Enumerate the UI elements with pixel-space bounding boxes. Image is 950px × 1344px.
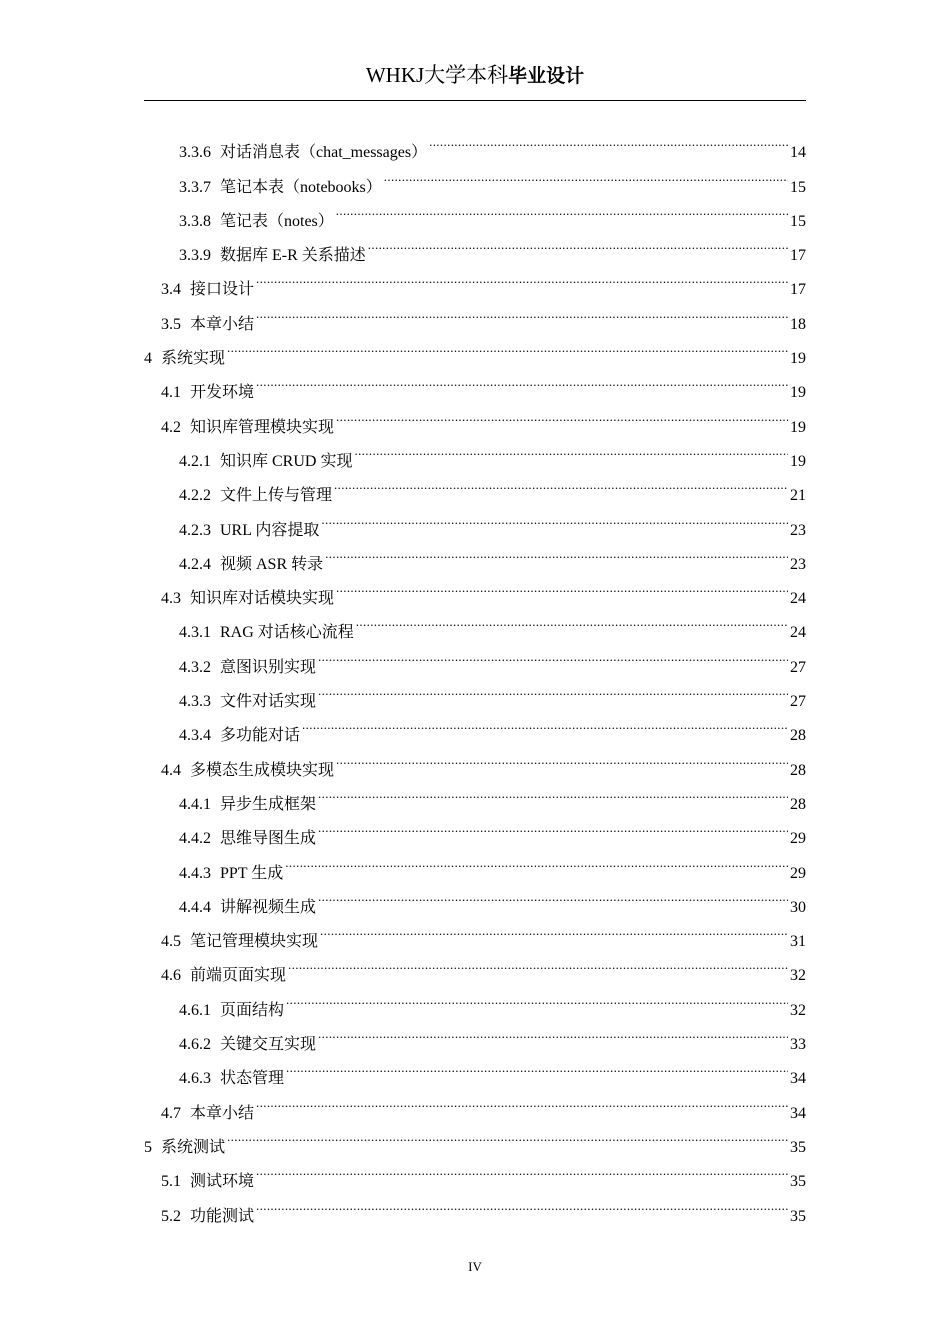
toc-entry-title: URL 内容提取 [220,521,320,539]
toc-entry-number: 4.4 [161,761,181,779]
toc-entry-title: 知识库管理模块实现 [190,418,335,436]
toc-entry-page: 15 [790,212,806,230]
header-title-normal: WHKJ大学本科 [365,63,509,87]
toc-dot-leader [336,192,788,226]
toc-entry-number: 4.3.1 [179,624,211,642]
toc-entry-number: 4.4.1 [179,795,211,813]
header-title-bold: 毕业设计 [508,66,585,87]
toc-entry-number: 4.3 [161,590,181,608]
toc-entry-page: 32 [790,967,806,985]
toc-entry-number: 4.2.1 [179,452,211,470]
toc-dot-leader [286,980,788,1014]
toc-entry-number: 4.7 [161,1104,181,1122]
toc-entry-number: 3.5 [161,315,181,333]
toc-entry-page: 23 [790,555,806,573]
toc-entry-number: 4.6.1 [179,1001,211,1019]
toc-entry-page: 17 [790,247,806,265]
toc-entry-title: 状态管理 [220,1070,285,1088]
toc-dot-leader [318,809,788,843]
toc-entry-title: 笔记表（notes） [220,212,334,230]
toc-entry[interactable] [144,329,806,368]
toc-entry-title: 文件对话实现 [220,693,317,711]
toc-entry-title: 接口设计 [190,281,255,299]
toc-entry-title: 关键交互实现 [220,1036,317,1054]
toc-entry-number: 4.6 [161,967,181,985]
toc-entry-title: 多功能对话 [220,727,301,745]
toc-entry-number: 4.4.2 [179,830,211,848]
toc-dot-leader [384,157,788,191]
toc-entry-page: 23 [790,521,806,539]
toc-entry-number: 3.3.9 [179,247,211,265]
toc-dot-leader [288,946,788,980]
table-of-contents [144,123,806,1225]
toc-dot-leader [318,1015,788,1049]
toc-dot-leader [356,603,788,637]
toc-entry-title: 视频 ASR 转录 [220,555,324,573]
toc-entry-page: 28 [790,761,806,779]
toc-entry-title: 功能测试 [190,1207,255,1225]
header-divider [144,100,806,101]
toc-entry-number: 4.2.3 [179,521,211,539]
toc-entry-number: 4.6.3 [179,1070,211,1088]
toc-entry-number: 3.3.8 [179,212,211,230]
toc-entry-number: 3.3.6 [179,144,211,162]
toc-entry-number: 3.3.7 [179,178,211,196]
toc-entry-title: 系统测试 [161,1138,226,1156]
toc-entry-page: 29 [790,830,806,848]
toc-entry-number: 4.2.2 [179,487,211,505]
toc-dot-leader [429,123,788,157]
toc-dot-leader [336,397,788,431]
toc-entry-title: 前端页面实现 [190,967,287,985]
toc-entry-page: 27 [790,693,806,711]
toc-dot-leader [318,878,788,912]
toc-entry-page: 29 [790,864,806,882]
toc-entry-page: 18 [790,315,806,333]
toc-entry-title: 知识库对话模块实现 [190,590,335,608]
toc-entry-title: 笔记本表（notebooks） [220,178,382,196]
toc-entry-title: 数据库 E-R 关系描述 [220,247,366,265]
toc-entry-title: 开发环境 [190,384,255,402]
toc-dot-leader [227,329,788,363]
toc-entry[interactable] [144,1118,806,1156]
toc-dot-leader [334,466,788,500]
toc-dot-leader [286,1049,788,1083]
toc-entry-title: 意图识别实现 [220,658,317,676]
toc-dot-leader [256,1186,788,1220]
toc-dot-leader [256,294,788,328]
toc-entry-title: 本章小结 [190,315,255,333]
toc-entry-page: 28 [790,795,806,813]
toc-entry-page: 33 [790,1036,806,1054]
toc-entry-number: 4.5 [161,933,181,951]
toc-entry-number: 4.4.4 [179,898,211,916]
toc-entry-number: 4.3.3 [179,693,211,711]
toc-entry-title: 文件上传与管理 [220,487,333,505]
toc-entry-page: 24 [790,590,806,608]
toc-entry-title: 多模态生成模块实现 [190,761,335,779]
toc-entry-title: 异步生成框架 [220,795,317,813]
toc-entry-title: 笔记管理模块实现 [190,933,319,951]
toc-entry-page: 32 [790,1001,806,1019]
toc-entry-page: 19 [790,350,806,368]
toc-entry-page: 19 [790,418,806,436]
toc-entry-number: 4.4.3 [179,864,211,882]
toc-entry-number: 4.2 [161,418,181,436]
toc-entry-title: 讲解视频生成 [220,898,317,916]
toc-entry-title: RAG 对话核心流程 [220,624,354,642]
toc-entry-page: 21 [790,487,806,505]
toc-entry-page: 19 [790,384,806,402]
toc-entry-page: 27 [790,658,806,676]
toc-entry-number: 4.2.4 [179,555,211,573]
page-header-title [0,60,950,92]
toc-entry-title: 页面结构 [220,1001,285,1019]
toc-entry-number: 5.1 [161,1173,181,1191]
toc-entry-title: 测试环境 [190,1173,255,1191]
toc-dot-leader [325,535,788,569]
toc-entry-number: 4.3.4 [179,727,211,745]
toc-entry-page: 35 [790,1207,806,1225]
toc-entry-number: 4.1 [161,384,181,402]
toc-dot-leader [318,637,788,671]
page-number: IV [468,1259,482,1274]
toc-entry[interactable] [144,1152,806,1191]
toc-entry-number: 3.4 [161,281,181,299]
toc-entry-page: 17 [790,281,806,299]
toc-dot-leader [256,363,788,397]
toc-dot-leader [318,672,788,706]
toc-dot-leader [320,912,788,946]
toc-dot-leader [336,569,788,603]
toc-dot-leader [354,432,788,466]
toc-dot-leader [368,226,788,260]
toc-entry-title: 知识库 CRUD 实现 [220,452,353,470]
toc-dot-leader [321,500,788,534]
toc-entry-page: 35 [790,1138,806,1156]
toc-entry-page: 14 [790,144,806,162]
toc-entry-number: 4.6.2 [179,1036,211,1054]
toc-entry-number: 4 [144,350,152,368]
toc-entry-page: 34 [790,1070,806,1088]
toc-entry-title: 本章小结 [190,1104,255,1122]
toc-entry[interactable] [144,123,806,162]
toc-dot-leader [336,740,788,774]
toc-entry-page: 15 [790,178,806,196]
toc-entry-page: 24 [790,624,806,642]
toc-entry[interactable] [144,363,806,402]
toc-dot-leader [227,1118,788,1152]
toc-entry-page: 19 [790,452,806,470]
toc-dot-leader [256,1152,788,1186]
toc-entry-title: 对话消息表（chat_messages） [220,144,428,162]
toc-entry-page: 31 [790,933,806,951]
toc-entry-title: PPT 生成 [220,864,284,882]
toc-entry-title: 思维导图生成 [220,830,317,848]
toc-dot-leader [302,706,788,740]
toc-dot-leader [318,775,788,809]
toc-dot-leader [285,843,788,877]
toc-entry-number: 4.3.2 [179,658,211,676]
toc-entry-title: 系统实现 [161,350,226,368]
toc-entry-number: 5 [144,1138,152,1156]
toc-entry-number: 5.2 [161,1207,181,1225]
toc-entry-page: 28 [790,727,806,745]
toc-entry-page: 34 [790,1104,806,1122]
toc-entry-page: 30 [790,898,806,916]
toc-dot-leader [256,260,788,294]
toc-entry-page: 35 [790,1173,806,1191]
toc-dot-leader [256,1083,788,1117]
